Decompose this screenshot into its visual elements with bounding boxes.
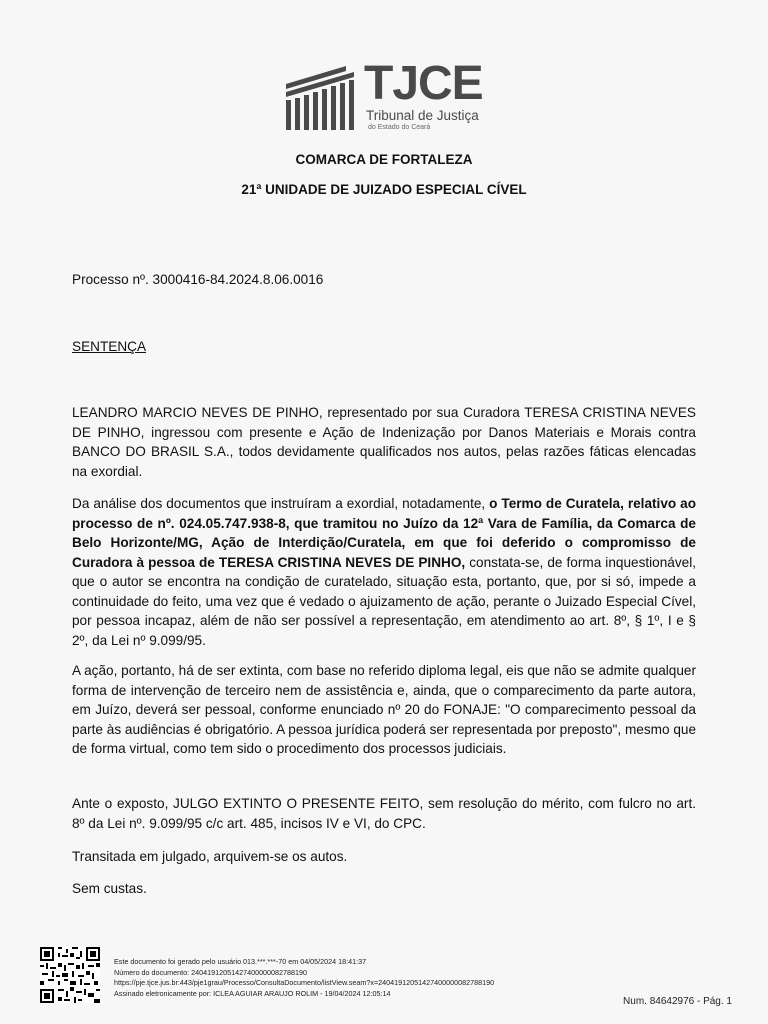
tjce-logo: [282, 58, 492, 134]
paragraph-5: Transitada em julgado, arquivem-se os autos.: [72, 849, 348, 864]
court-unit: 21ª UNIDADE DE JUIZADO ESPECIAL CÍVEL: [241, 182, 527, 197]
tjce-emblem-icon: [282, 58, 364, 132]
paragraph-3: A ação, portanto, há de ser extinta, com base no referido diploma legal, eis que não se admite qualquer forma de intervenção de terceiro nem de assistência e, ainda, que o comparecimento da parte autora, em Juízo, deverá ser pessoal, conforme enunciado nº 20 do FONAJE: "O comparecimento pessoal da parte às audiências é obrigatório. A pessoa jurídica poderá ser representada por preposto", mesmo que de forma virtual, como tem sido o procedimento dos processos judiciais.: [72, 663, 696, 756]
paragraph-6: Sem custas.: [72, 881, 147, 896]
paragraph-4: Ante o exposto, JULGO EXTINTO O PRESENTE FEITO, sem resolução do mérito, com fulcro no art. 8º da Lei nº. 9.099/95 c/c art. 485, incisos IV e VI, do CPC.: [72, 796, 696, 831]
footer-generated: Este documento foi gerado pelo usuário 013.***.***-70 em 04/05/2024 18:41:37: [114, 957, 367, 966]
footer-url: https://pje.tjce.jus.br:443/pje1grau/Processo/ConsultaDocumento/listView.seam?x=24041912051427400000082788190: [114, 978, 495, 987]
qr-code-icon: [40, 947, 100, 1003]
logo-subtitle: Tribunal de Justiça: [366, 108, 479, 123]
logo-subtitle-small: do Estado do Ceará: [368, 124, 431, 131]
page-number: Num. 84642976 - Pág. 1: [623, 996, 732, 1007]
footer-doc-number: Número do documento: 24041912051427400000082788190: [114, 967, 308, 977]
court-name: COMARCA DE FORTALEZA: [295, 152, 473, 167]
logo-title: TJCE: [364, 57, 483, 110]
paragraph-1: LEANDRO MARCIO NEVES DE PINHO, representado por sua Curadora TERESA CRISTINA NEVES DE PINHO, ingressou com presente e Ação de Indenização por Danos Materiais e Morais contra BANCO DO BRASIL S.A., todos devidamente qualificados nos autos, pelas razões fáticas elencadas na exordial.: [72, 405, 696, 479]
paragraph-2-start: Da análise dos documentos que instruíram a exordial, notadamente,: [72, 496, 490, 511]
footer-signature: Assinado eletronicamente por: ICLEA AGUIAR ARAUJO ROLIM - 19/04/2024 12:05:14: [114, 988, 391, 998]
paragraph-2: [72, 494, 696, 650]
document-footer: [114, 957, 494, 999]
section-title: SENTENÇA: [72, 339, 147, 354]
paragraph-2-end: constata-se, de forma inquestionável, que o autor se encontra na condição de curatelado, situação esta, portanto, que, por si só, impede a continuidade do feito, uma vez que é vedado o ajuizamento de ação, perante o Juizado Especial Cível, por pessoa incapaz, além de não ser possível a representação, em atendimento ao art. 8º, § 1º, I e § 2º, da Lei nº 9.099/95.: [72, 554, 696, 648]
paragraph-2-bold: o Termo de Curatela, relativo ao processo de nº. 024.05.747.938-8, que tramitou no Juízo da 12ª Vara de Família, da Comarca de Belo Horizonte/MG, Ação de Interdição/Curatela, em que foi deferido o compromisso de Curadora à pessoa de TERESA CRISTINA NEVES DE PINHO,: [72, 496, 696, 570]
process-number: Processo nº. 3000416-84.2024.8.06.0016: [72, 272, 324, 287]
